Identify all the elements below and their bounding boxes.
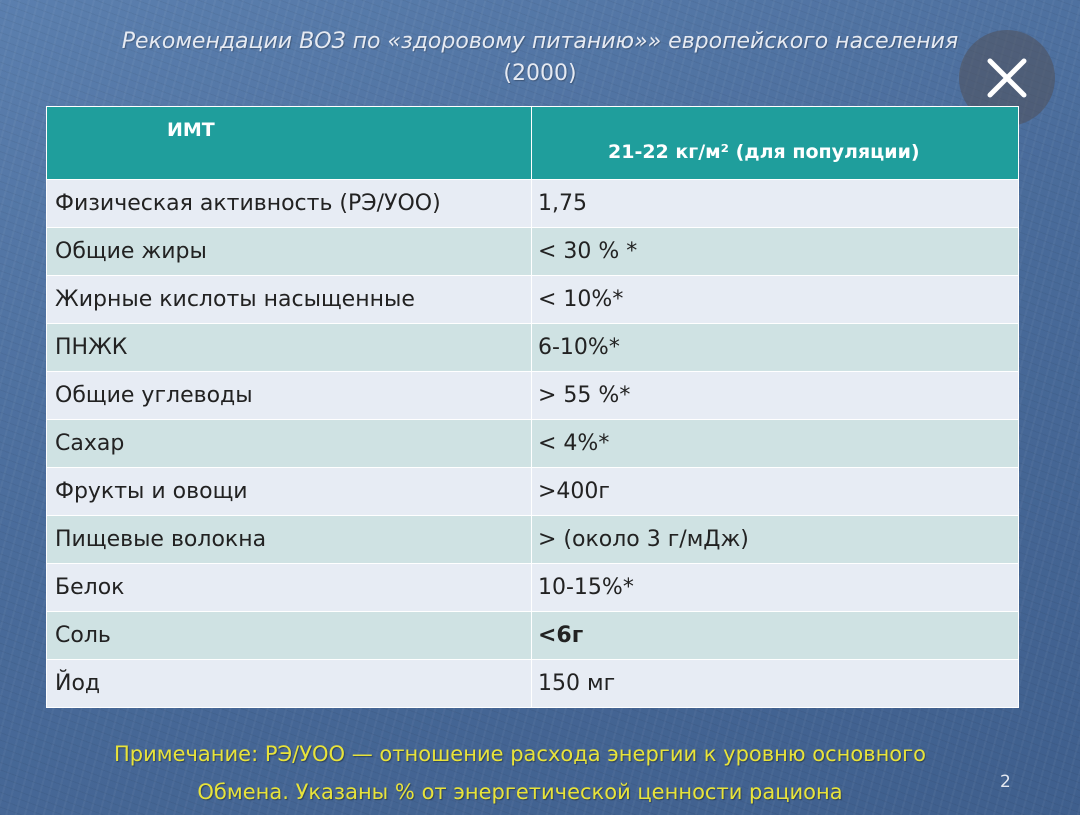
header-cell-value: [532, 107, 1019, 180]
bottom-strip: [0, 815, 1080, 829]
table-row: [47, 660, 1019, 708]
row-value: > 55 %*: [532, 372, 1019, 420]
table-row: [47, 276, 1019, 324]
row-value: 1,75: [532, 180, 1019, 228]
page-number: 2: [1000, 772, 1011, 792]
table-header-row: [47, 107, 1019, 180]
row-label: Белок: [47, 564, 532, 612]
close-icon: [982, 53, 1032, 103]
row-label: Физическая активность (РЭ/УОО): [47, 180, 532, 228]
table-row: [47, 516, 1019, 564]
slide-title-line2: (2000): [503, 61, 577, 86]
recommendations-table: [46, 106, 1019, 708]
row-label: Жирные кислоты насыщенные: [47, 276, 532, 324]
row-label: Фрукты и овощи: [47, 468, 532, 516]
row-value: < 4%*: [532, 420, 1019, 468]
row-value: < 10%*: [532, 276, 1019, 324]
row-value: 10-15%*: [532, 564, 1019, 612]
footnote: [40, 735, 1000, 811]
row-value: > (около 3 г/мДж): [532, 516, 1019, 564]
row-label: Общие жиры: [47, 228, 532, 276]
table-row: [47, 564, 1019, 612]
row-label: Сахар: [47, 420, 532, 468]
row-label: Пищевые волокна: [47, 516, 532, 564]
table-row: [47, 468, 1019, 516]
slide-title: [40, 26, 1040, 90]
row-value: < 30 % *: [532, 228, 1019, 276]
table-row: [47, 180, 1019, 228]
table-row: [47, 372, 1019, 420]
row-value: 6-10%*: [532, 324, 1019, 372]
table-row: [47, 324, 1019, 372]
table-row: [47, 612, 1019, 660]
header-label-bmi: ИМТ: [167, 119, 215, 141]
row-label: Соль: [47, 612, 532, 660]
row-label: Йод: [47, 660, 532, 708]
table-row: [47, 420, 1019, 468]
row-label: ПНЖК: [47, 324, 532, 372]
header-label-value: 21-22 кг/м² (для популяции): [608, 141, 920, 163]
row-value: 150 мг: [532, 660, 1019, 708]
table-row: [47, 228, 1019, 276]
footnote-line2: Обмена. Указаны % от энергетической ценности рациона: [197, 780, 843, 804]
row-value: <6г: [532, 612, 1019, 660]
header-cell-bmi: [47, 107, 532, 180]
footnote-line1: Примечание: РЭ/УОО — отношение расхода энергии к уровню основного: [113, 742, 927, 766]
row-value: >400г: [532, 468, 1019, 516]
slide-title-line1: Рекомендации ВОЗ по «здоровому питанию»» европейского населения: [121, 29, 959, 54]
row-label: Общие углеводы: [47, 372, 532, 420]
